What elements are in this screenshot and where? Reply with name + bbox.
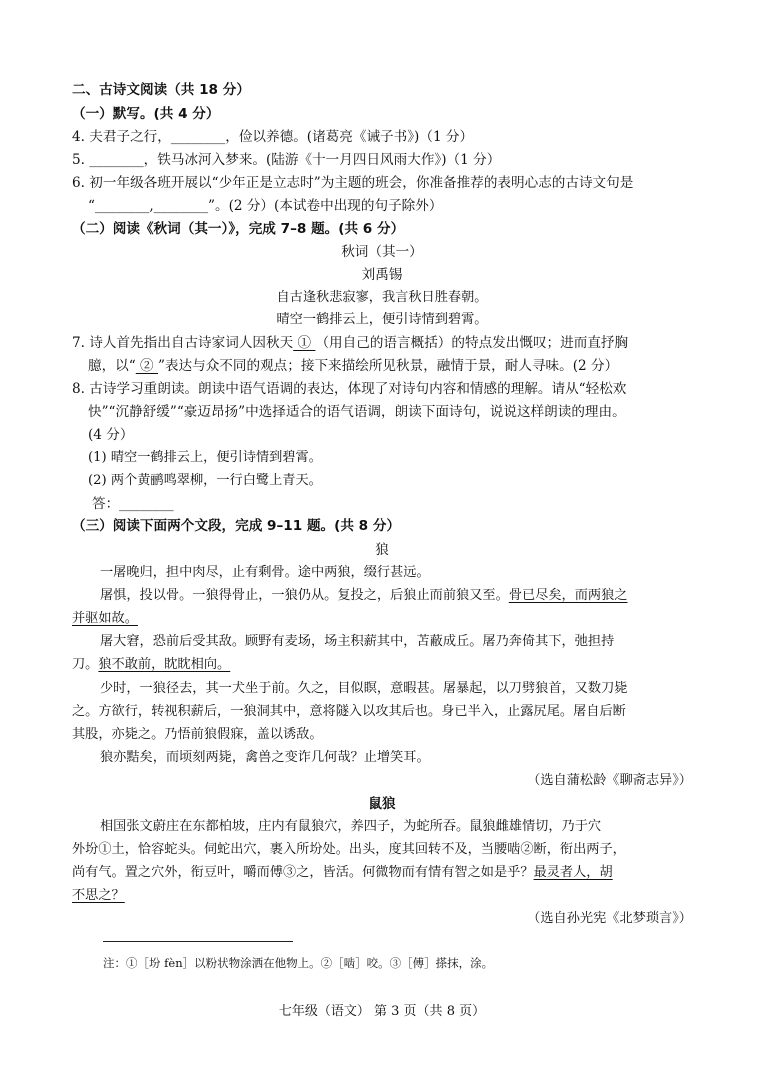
wolf-paragraph-4-line2: 之。方欲行，转视积薪后，一狼洞其中，意将隧入以攻其后也。身已半入，止露尻尾。屠自后断 <box>72 704 626 719</box>
page-footer: 七年级（语文） 第 3 页（共 8 页） <box>278 1004 486 1019</box>
rat-line-2: 外坋①土，恰容蛇头。伺蛇出穴，裹入所坋处。出头，度其回转不及，当腰啮②断，衔出两子， <box>72 842 626 857</box>
rat-line-3 <box>72 863 613 883</box>
wolf-paragraph-4-line1: 少时，一狼径去，其一犬坐于前。久之，目似瞑，意暇甚。屠暴起，以刀劈狼首，又数刀毙 <box>100 681 628 696</box>
wolf-p3-underlined: 狼不敢前，眈眈相向。 <box>98 657 231 672</box>
poem-line-2: 晴空一鹤排云上，便引诗情到碧霄。 <box>276 312 488 327</box>
question-4: 4. 夫君子之行，________，俭以养德。(诸葛亮《诫子书》)（1 分） <box>72 129 474 145</box>
section-title: 二、古诗文阅读（共 18 分） <box>72 82 250 98</box>
wolf-paragraph-2-line1 <box>100 586 628 606</box>
question-7-text-a: 7. 诗人首先指出自古诗家词人因秋天 <box>72 335 294 351</box>
rat-title: 鼠狼 <box>368 796 396 812</box>
question-7-text-d: ”表达与众不同的观点；接下来描绘所见秋景，融情于景，耐人寻味。(2 分） <box>157 358 619 374</box>
wolf-p2-underlined: 骨已尽矣，而两狼之 <box>508 588 628 603</box>
footnote-divider <box>103 941 293 942</box>
poem-title: 秋词（其一） <box>341 244 423 260</box>
question-8-points: (4 分） <box>88 427 134 443</box>
wolf-source: （选自蒲松龄《聊斋志异》） <box>527 773 692 788</box>
rat-line-3-text: 尚有气。置之穴外，衔豆叶，嚼而傅③之，皆活。何微物而有情有智之如是乎？ <box>72 865 534 880</box>
wolf-title: 狼 <box>375 542 389 558</box>
wolf-paragraph-5: 狼亦黠矣，而顷刻两毙，禽兽之变诈几何哉？止增笑耳。 <box>100 750 430 765</box>
wolf-paragraph-3-line2 <box>72 655 230 675</box>
part1-title: （一）默写。(共 4 分） <box>72 106 220 122</box>
part2-title: （二）阅读《秋词（其一）》，完成 7–8 题。(共 6 分） <box>72 221 405 237</box>
poem-author: 刘禹锡 <box>361 267 403 283</box>
question-7-line2 <box>88 356 618 376</box>
question-8-item-1: (1) 晴空一鹤排云上，便引诗情到碧霄。 <box>88 450 322 465</box>
question-6-line2: “________,________”。(2 分）(本试卷中出现的句子除外） <box>88 198 443 214</box>
part3-title: （三）阅读下面两个文段，完成 9–11 题。(共 8 分） <box>72 518 401 534</box>
question-8-line2: 快”“沉静舒缓”“豪迈昂扬”中选择适合的语气语调，朗读下面诗句，说说这样朗读的理由。 <box>88 404 626 420</box>
question-7-line1 <box>72 333 628 353</box>
question-6-line1: 6. 初一年级各班开展以“少年正是立志时”为主题的班会，你准备推荐的表明心志的古诗文句是 <box>72 175 634 191</box>
rat-source: （选自孙光宪《北梦琐言》） <box>527 911 692 926</box>
wolf-p3-text: 刀。 <box>72 657 99 672</box>
wolf-paragraph-2-line2: 并驱如故。 <box>72 611 138 626</box>
rat-line-3-underlined: 最灵者人，胡 <box>533 865 613 880</box>
question-7-text-c: 臆，以“ <box>88 358 136 374</box>
answer-blank-1: ① <box>293 335 316 351</box>
wolf-paragraph-1: 一屠晚归，担中肉尽，止有剩骨。途中两狼，缀行甚远。 <box>100 565 430 580</box>
question-7-text-b: （用自己的语言概括）的特点发出慨叹；进而直抒胸 <box>315 335 629 351</box>
question-8-item-2: (2) 两个黄鹂鸣翠柳，一行白鹭上青天。 <box>88 473 322 488</box>
wolf-paragraph-3-line1: 屠大窘，恐前后受其敌。顾野有麦场，场主积薪其中，苫蔽成丘。屠乃奔倚其下，弛担持 <box>100 634 615 649</box>
wolf-paragraph-4-line3: 其股，亦毙之。乃悟前狼假寐，盖以诱敌。 <box>72 727 323 742</box>
answer-blank-2: ② <box>135 358 158 374</box>
rat-line-1: 相国张文蔚庄在东都柏坡，庄内有鼠狼穴，养四子，为蛇所吞。鼠狼雌雄情切，乃于穴 <box>100 819 602 834</box>
answer-label: 答：________ <box>92 496 174 512</box>
question-8-line1: 8. 古诗学习重朗读。朗读中语气语调的表达，体现了对诗句内容和情感的理解。请从“轻松欢 <box>72 381 627 397</box>
rat-line-4: 不思之？ <box>72 888 125 903</box>
footnote: 注：①［坋 fèn］以粉状物涂洒在他物上。②［啮］咬。③［傅］搽抹，涂。 <box>103 956 494 970</box>
wolf-p2-text: 屠惧，投以骨。一狼得骨止，一狼仍从。复投之，后狼止而前狼又至。 <box>100 588 509 603</box>
poem-line-1: 自古逢秋悲寂寥，我言秋日胜春朝。 <box>276 290 488 305</box>
question-5: 5. ________，铁马冰河入梦来。(陆游《十一月四日风雨大作》)（1 分） <box>72 152 501 168</box>
